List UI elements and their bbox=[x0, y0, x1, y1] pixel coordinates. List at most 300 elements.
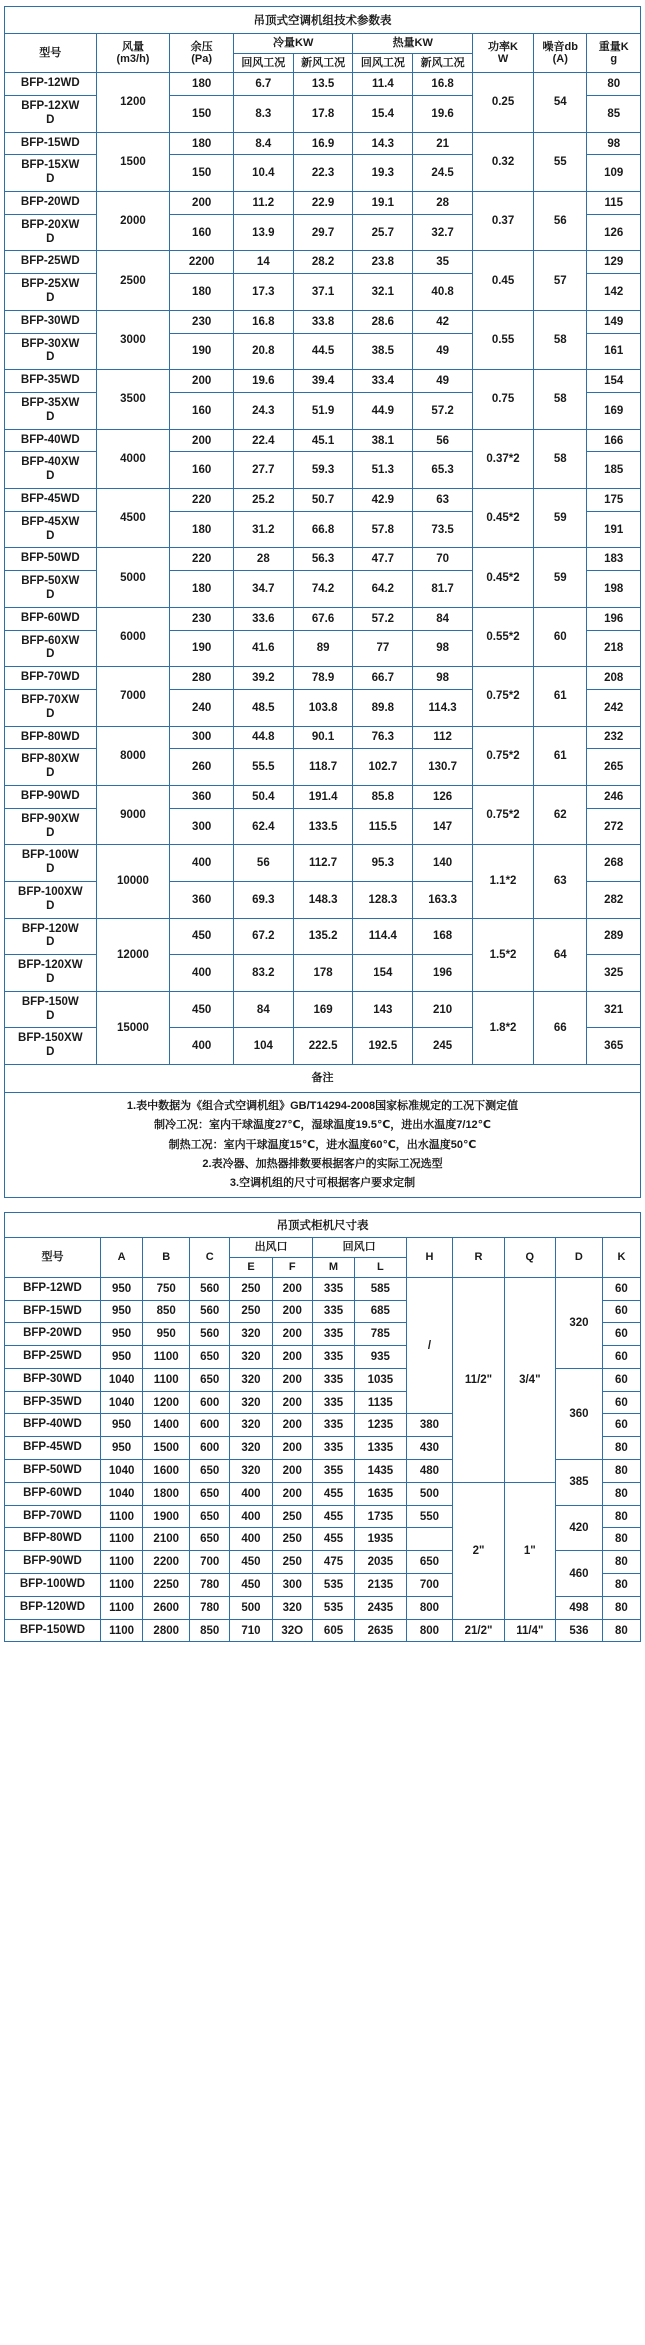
cell-m: 335 bbox=[312, 1414, 354, 1437]
cell-pressure: 450 bbox=[170, 918, 234, 955]
cell-f: 200 bbox=[272, 1414, 312, 1437]
cell-cooling-return: 8.4 bbox=[233, 132, 293, 155]
cell-power: 0.55 bbox=[473, 310, 534, 369]
cell-cooling-fresh: 16.9 bbox=[293, 132, 353, 155]
cell-cooling-fresh: 74.2 bbox=[293, 571, 353, 608]
cell-model: BFP-100XW D bbox=[5, 881, 97, 918]
cell-heating-return: 33.4 bbox=[353, 370, 413, 393]
cell-heating-return: 32.1 bbox=[353, 274, 413, 311]
cell-m: 455 bbox=[312, 1505, 354, 1528]
t2-header-r: R bbox=[453, 1238, 504, 1277]
cell-b: 1800 bbox=[143, 1482, 190, 1505]
cell-e: 450 bbox=[230, 1551, 272, 1574]
cell-cooling-return: 27.7 bbox=[233, 452, 293, 489]
t2-header-c: C bbox=[190, 1238, 230, 1277]
cell-k: 80 bbox=[602, 1528, 640, 1551]
cell-e: 500 bbox=[230, 1596, 272, 1619]
cell-weight: 208 bbox=[587, 667, 641, 690]
tech-parameters-table bbox=[4, 6, 641, 1198]
cell-weight: 246 bbox=[587, 785, 641, 808]
cell-cooling-return: 31.2 bbox=[233, 511, 293, 548]
cell-d: 536 bbox=[555, 1619, 602, 1642]
cell-a: 1100 bbox=[100, 1574, 142, 1597]
cell-cooling-return: 84 bbox=[233, 991, 293, 1028]
cell-heating-fresh: 98 bbox=[413, 630, 473, 667]
cell-noise: 60 bbox=[534, 607, 587, 666]
cell-cooling-fresh: 178 bbox=[293, 955, 353, 992]
cell-f: 200 bbox=[272, 1346, 312, 1369]
header-cooling: 冷量KW bbox=[233, 34, 353, 54]
cell-noise: 58 bbox=[534, 429, 587, 488]
cell-k: 80 bbox=[602, 1437, 640, 1460]
t2-header-b: B bbox=[143, 1238, 190, 1277]
cell-airflow: 1500 bbox=[96, 132, 170, 191]
cell-b: 2250 bbox=[143, 1574, 190, 1597]
cell-d: 385 bbox=[555, 1460, 602, 1506]
cell-b: 1500 bbox=[143, 1437, 190, 1460]
cell-model: BFP-40XW D bbox=[5, 452, 97, 489]
table-row bbox=[5, 1482, 641, 1505]
table-row bbox=[5, 845, 641, 882]
table1-body bbox=[5, 73, 641, 1065]
cell-m: 335 bbox=[312, 1300, 354, 1323]
cell-m: 335 bbox=[312, 1346, 354, 1369]
cell-k: 80 bbox=[602, 1596, 640, 1619]
cell-heating-fresh: 98 bbox=[413, 667, 473, 690]
cell-l: 685 bbox=[355, 1300, 406, 1323]
cell-heating-return: 47.7 bbox=[353, 548, 413, 571]
cell-cooling-return: 28 bbox=[233, 548, 293, 571]
cell-a: 950 bbox=[100, 1323, 142, 1346]
cell-model: BFP-20WD bbox=[5, 192, 97, 215]
cell-model: BFP-70XW D bbox=[5, 689, 97, 726]
cell-a: 950 bbox=[100, 1277, 142, 1300]
cell-heating-fresh: 210 bbox=[413, 991, 473, 1028]
cell-model: BFP-25WD bbox=[5, 1346, 101, 1369]
cell-f: 200 bbox=[272, 1460, 312, 1483]
cell-d: 420 bbox=[555, 1505, 602, 1551]
cell-weight: 365 bbox=[587, 1028, 641, 1065]
cell-weight: 289 bbox=[587, 918, 641, 955]
cell-noise: 61 bbox=[534, 726, 587, 785]
cell-heating-return: 11.4 bbox=[353, 73, 413, 96]
header-heating-return-label: 回风工况 bbox=[360, 56, 405, 69]
cell-heating-fresh: 70 bbox=[413, 548, 473, 571]
cell-heating-fresh: 73.5 bbox=[413, 511, 473, 548]
cell-pressure: 190 bbox=[170, 333, 234, 370]
cell-k: 60 bbox=[602, 1300, 640, 1323]
cell-model: BFP-60WD bbox=[5, 607, 97, 630]
header-heating-fresh-label: 新风工况 bbox=[420, 56, 465, 69]
table2-body bbox=[5, 1277, 641, 1642]
cell-a: 1100 bbox=[100, 1528, 142, 1551]
header-power-line2: W bbox=[497, 53, 509, 66]
cell-model: BFP-40WD bbox=[5, 429, 97, 452]
cell-f: 200 bbox=[272, 1482, 312, 1505]
cell-f: 300 bbox=[272, 1574, 312, 1597]
cell-model: BFP-80WD bbox=[5, 1528, 101, 1551]
cell-heating-fresh: 16.8 bbox=[413, 73, 473, 96]
cell-pressure: 450 bbox=[170, 991, 234, 1028]
t2-header-f: F bbox=[272, 1258, 312, 1278]
table-row bbox=[5, 991, 641, 1028]
cell-pressure: 230 bbox=[170, 607, 234, 630]
cell-c: 780 bbox=[190, 1596, 230, 1619]
table-row bbox=[5, 310, 641, 333]
cell-model: BFP-60XW D bbox=[5, 630, 97, 667]
cell-cooling-fresh: 169 bbox=[293, 991, 353, 1028]
cell-heating-fresh: 19.6 bbox=[413, 96, 473, 133]
cell-model: BFP-25WD bbox=[5, 251, 97, 274]
cell-power: 0.37*2 bbox=[473, 429, 534, 488]
cell-cooling-return: 13.9 bbox=[233, 214, 293, 251]
cell-airflow: 1200 bbox=[96, 73, 170, 132]
cell-power: 0.55*2 bbox=[473, 607, 534, 666]
cell-cooling-return: 50.4 bbox=[233, 785, 293, 808]
cell-cooling-return: 83.2 bbox=[233, 955, 293, 992]
cell-heating-return: 192.5 bbox=[353, 1028, 413, 1065]
cell-heating-fresh: 163.3 bbox=[413, 881, 473, 918]
cell-heating-return: 76.3 bbox=[353, 726, 413, 749]
cell-a: 950 bbox=[100, 1437, 142, 1460]
cell-model: BFP-150W D bbox=[5, 991, 97, 1028]
cell-model: BFP-90XW D bbox=[5, 808, 97, 845]
cell-cooling-fresh: 89 bbox=[293, 630, 353, 667]
cell-model: BFP-80XW D bbox=[5, 749, 97, 786]
cell-f: 250 bbox=[272, 1528, 312, 1551]
cell-model: BFP-45WD bbox=[5, 1437, 101, 1460]
cell-cooling-return: 20.8 bbox=[233, 333, 293, 370]
cell-cooling-return: 33.6 bbox=[233, 607, 293, 630]
table-row bbox=[5, 370, 641, 393]
cell-heating-fresh: 126 bbox=[413, 785, 473, 808]
cell-a: 1040 bbox=[100, 1368, 142, 1391]
cell-l: 1735 bbox=[355, 1505, 406, 1528]
cell-e: 320 bbox=[230, 1460, 272, 1483]
header-noise bbox=[534, 34, 587, 73]
cell-cooling-return: 48.5 bbox=[233, 689, 293, 726]
cell-f: 200 bbox=[272, 1368, 312, 1391]
cell-heating-fresh: 245 bbox=[413, 1028, 473, 1065]
cell-model: BFP-80WD bbox=[5, 726, 97, 749]
cell-heating-fresh: 49 bbox=[413, 333, 473, 370]
cell-pressure: 150 bbox=[170, 96, 234, 133]
t2-header-m: M bbox=[312, 1258, 354, 1278]
cell-pressure: 160 bbox=[170, 393, 234, 430]
cell-c: 600 bbox=[190, 1437, 230, 1460]
cell-pressure: 160 bbox=[170, 452, 234, 489]
cell-q: 3/4" bbox=[504, 1277, 555, 1482]
cell-cooling-fresh: 118.7 bbox=[293, 749, 353, 786]
cell-weight: 242 bbox=[587, 689, 641, 726]
cell-model: BFP-30XW D bbox=[5, 333, 97, 370]
cell-noise: 56 bbox=[534, 192, 587, 251]
cell-pressure: 180 bbox=[170, 511, 234, 548]
cell-cooling-fresh: 39.4 bbox=[293, 370, 353, 393]
cell-heating-return: 85.8 bbox=[353, 785, 413, 808]
cell-h: 480 bbox=[406, 1460, 453, 1483]
cell-airflow: 2000 bbox=[96, 192, 170, 251]
cell-weight: 115 bbox=[587, 192, 641, 215]
cell-cooling-fresh: 29.7 bbox=[293, 214, 353, 251]
cell-l: 785 bbox=[355, 1323, 406, 1346]
cell-noise: 55 bbox=[534, 132, 587, 191]
cell-cooling-fresh: 17.8 bbox=[293, 96, 353, 133]
cell-model: BFP-50WD bbox=[5, 1460, 101, 1483]
cell-weight: 185 bbox=[587, 452, 641, 489]
cell-weight: 175 bbox=[587, 489, 641, 512]
cell-model: BFP-150WD bbox=[5, 1619, 101, 1642]
cell-d: 320 bbox=[555, 1277, 602, 1368]
cell-pressure: 200 bbox=[170, 370, 234, 393]
header-weight bbox=[587, 34, 641, 73]
cell-pressure: 400 bbox=[170, 955, 234, 992]
header-power bbox=[473, 34, 534, 73]
cell-heating-return: 19.1 bbox=[353, 192, 413, 215]
cell-b: 950 bbox=[143, 1323, 190, 1346]
cell-r: 11/2" bbox=[453, 1277, 504, 1482]
cell-power: 0.75*2 bbox=[473, 785, 534, 844]
cell-m: 605 bbox=[312, 1619, 354, 1642]
cell-f: 250 bbox=[272, 1505, 312, 1528]
table1-notes bbox=[5, 1064, 641, 1198]
cell-cooling-fresh: 67.6 bbox=[293, 607, 353, 630]
cell-f: 200 bbox=[272, 1277, 312, 1300]
cell-pressure: 180 bbox=[170, 571, 234, 608]
cell-pressure: 280 bbox=[170, 667, 234, 690]
cell-weight: 218 bbox=[587, 630, 641, 667]
cell-airflow: 9000 bbox=[96, 785, 170, 844]
cell-model: BFP-50XW D bbox=[5, 571, 97, 608]
cell-c: 650 bbox=[190, 1505, 230, 1528]
cell-model: BFP-70WD bbox=[5, 1505, 101, 1528]
cell-noise: 64 bbox=[534, 918, 587, 991]
cell-e: 400 bbox=[230, 1505, 272, 1528]
cell-power: 1.1*2 bbox=[473, 845, 534, 918]
cell-weight: 169 bbox=[587, 393, 641, 430]
cell-m: 535 bbox=[312, 1574, 354, 1597]
cell-cooling-fresh: 51.9 bbox=[293, 393, 353, 430]
cell-airflow: 10000 bbox=[96, 845, 170, 918]
cell-heating-return: 154 bbox=[353, 955, 413, 992]
cell-model: BFP-40WD bbox=[5, 1414, 101, 1437]
cell-heating-fresh: 140 bbox=[413, 845, 473, 882]
cell-model: BFP-90WD bbox=[5, 1551, 101, 1574]
t2-header-l: L bbox=[355, 1258, 406, 1278]
cell-l: 1335 bbox=[355, 1437, 406, 1460]
cell-model: BFP-70WD bbox=[5, 667, 97, 690]
cell-cooling-return: 39.2 bbox=[233, 667, 293, 690]
header-pressure-line1: 余压 bbox=[190, 40, 213, 53]
cell-power: 0.75 bbox=[473, 370, 534, 429]
table-row bbox=[5, 918, 641, 955]
cell-weight: 85 bbox=[587, 96, 641, 133]
cell-m: 335 bbox=[312, 1323, 354, 1346]
cell-e: 400 bbox=[230, 1482, 272, 1505]
cell-r: 21/2" bbox=[453, 1619, 504, 1642]
cell-pressure: 300 bbox=[170, 808, 234, 845]
cell-l: 2135 bbox=[355, 1574, 406, 1597]
cell-noise: 57 bbox=[534, 251, 587, 310]
cell-cooling-fresh: 28.2 bbox=[293, 251, 353, 274]
cell-model: BFP-45XW D bbox=[5, 511, 97, 548]
cell-a: 950 bbox=[100, 1414, 142, 1437]
cell-l: 1035 bbox=[355, 1368, 406, 1391]
cell-e: 710 bbox=[230, 1619, 272, 1642]
cell-h: / bbox=[406, 1277, 453, 1414]
cell-weight: 154 bbox=[587, 370, 641, 393]
cell-cooling-fresh: 222.5 bbox=[293, 1028, 353, 1065]
cell-weight: 232 bbox=[587, 726, 641, 749]
cell-a: 1040 bbox=[100, 1482, 142, 1505]
header-airflow-line1: 风量 bbox=[121, 40, 144, 53]
cell-f: 200 bbox=[272, 1300, 312, 1323]
header-heating-fresh bbox=[413, 53, 473, 73]
cell-model: BFP-150XW D bbox=[5, 1028, 97, 1065]
cell-heating-fresh: 24.5 bbox=[413, 155, 473, 192]
cell-f: 320 bbox=[272, 1596, 312, 1619]
cell-model: BFP-15WD bbox=[5, 132, 97, 155]
cell-weight: 196 bbox=[587, 607, 641, 630]
cell-heating-return: 115.5 bbox=[353, 808, 413, 845]
cell-weight: 265 bbox=[587, 749, 641, 786]
cell-model: BFP-100WD bbox=[5, 1574, 101, 1597]
note-line-2: 制冷工况：室内干球温度27℃，湿球温度19.5℃，进出水温度7/12℃ bbox=[153, 1119, 491, 1132]
cell-model: BFP-60WD bbox=[5, 1482, 101, 1505]
cell-k: 80 bbox=[602, 1482, 640, 1505]
header-airflow-line2: (m3/h) bbox=[116, 53, 150, 66]
cell-airflow: 12000 bbox=[96, 918, 170, 991]
cell-d: 460 bbox=[555, 1551, 602, 1597]
cell-heating-return: 77 bbox=[353, 630, 413, 667]
cell-q: 1" bbox=[504, 1482, 555, 1619]
cell-m: 535 bbox=[312, 1596, 354, 1619]
cell-c: 780 bbox=[190, 1574, 230, 1597]
cell-k: 60 bbox=[602, 1368, 640, 1391]
cell-model: BFP-120WD bbox=[5, 1596, 101, 1619]
cell-power: 0.25 bbox=[473, 73, 534, 132]
t2-header-q: Q bbox=[504, 1238, 555, 1277]
cell-heating-return: 42.9 bbox=[353, 489, 413, 512]
table-row bbox=[5, 785, 641, 808]
cell-a: 950 bbox=[100, 1300, 142, 1323]
cell-heating-fresh: 42 bbox=[413, 310, 473, 333]
cell-cooling-fresh: 22.9 bbox=[293, 192, 353, 215]
cell-pressure: 220 bbox=[170, 489, 234, 512]
table-row bbox=[5, 489, 641, 512]
cell-b: 2600 bbox=[143, 1596, 190, 1619]
cell-power: 1.8*2 bbox=[473, 991, 534, 1064]
header-heating: 热量KW bbox=[353, 34, 473, 54]
cell-pressure: 160 bbox=[170, 214, 234, 251]
cell-heating-return: 15.4 bbox=[353, 96, 413, 133]
cell-b: 750 bbox=[143, 1277, 190, 1300]
table-row bbox=[5, 607, 641, 630]
cell-heating-return: 128.3 bbox=[353, 881, 413, 918]
cell-power: 0.37 bbox=[473, 192, 534, 251]
cell-c: 560 bbox=[190, 1323, 230, 1346]
cell-e: 320 bbox=[230, 1437, 272, 1460]
cell-heating-fresh: 63 bbox=[413, 489, 473, 512]
cell-c: 600 bbox=[190, 1414, 230, 1437]
cell-heating-fresh: 147 bbox=[413, 808, 473, 845]
cell-weight: 80 bbox=[587, 73, 641, 96]
cell-power: 0.45*2 bbox=[473, 489, 534, 548]
cell-model: BFP-50WD bbox=[5, 548, 97, 571]
cell-b: 850 bbox=[143, 1300, 190, 1323]
cell-a: 1100 bbox=[100, 1551, 142, 1574]
cell-h bbox=[406, 1528, 453, 1551]
cell-weight: 149 bbox=[587, 310, 641, 333]
table-row bbox=[5, 1619, 641, 1642]
cell-power: 0.75*2 bbox=[473, 667, 534, 726]
cell-k: 80 bbox=[602, 1460, 640, 1483]
header-pressure-line2: (Pa) bbox=[191, 53, 213, 66]
cell-c: 850 bbox=[190, 1619, 230, 1642]
cell-m: 335 bbox=[312, 1437, 354, 1460]
cell-cooling-return: 19.6 bbox=[233, 370, 293, 393]
header-weight-line1: 重量K bbox=[598, 40, 629, 53]
cell-heating-fresh: 112 bbox=[413, 726, 473, 749]
t2-header-k: K bbox=[602, 1238, 640, 1277]
cell-heating-return: 95.3 bbox=[353, 845, 413, 882]
cell-pressure: 180 bbox=[170, 132, 234, 155]
cell-e: 320 bbox=[230, 1391, 272, 1414]
cell-heating-fresh: 130.7 bbox=[413, 749, 473, 786]
cell-l: 1135 bbox=[355, 1391, 406, 1414]
cell-noise: 59 bbox=[534, 548, 587, 607]
cell-b: 1100 bbox=[143, 1368, 190, 1391]
cell-b: 2100 bbox=[143, 1528, 190, 1551]
cell-noise: 61 bbox=[534, 667, 587, 726]
cell-c: 700 bbox=[190, 1551, 230, 1574]
header-cooling-return bbox=[233, 53, 293, 73]
cell-weight: 98 bbox=[587, 132, 641, 155]
cell-pressure: 180 bbox=[170, 274, 234, 311]
cell-noise: 66 bbox=[534, 991, 587, 1064]
cell-weight: 142 bbox=[587, 274, 641, 311]
cell-d: 498 bbox=[555, 1596, 602, 1619]
cell-weight: 126 bbox=[587, 214, 641, 251]
cell-pressure: 180 bbox=[170, 73, 234, 96]
cell-c: 560 bbox=[190, 1277, 230, 1300]
t2-header-model: 型号 bbox=[5, 1238, 101, 1277]
cell-b: 1100 bbox=[143, 1346, 190, 1369]
cell-airflow: 3500 bbox=[96, 370, 170, 429]
table2-header-row-1 bbox=[5, 1238, 641, 1258]
cell-heating-fresh: 32.7 bbox=[413, 214, 473, 251]
cell-weight: 321 bbox=[587, 991, 641, 1028]
table1-header-row-1 bbox=[5, 34, 641, 54]
header-cooling-return-label: 回风工况 bbox=[241, 56, 286, 69]
cell-l: 2435 bbox=[355, 1596, 406, 1619]
cell-weight: 325 bbox=[587, 955, 641, 992]
cell-pressure: 240 bbox=[170, 689, 234, 726]
cell-cooling-fresh: 103.8 bbox=[293, 689, 353, 726]
cell-f: 32O bbox=[272, 1619, 312, 1642]
cell-weight: 272 bbox=[587, 808, 641, 845]
header-power-line1: 功率K bbox=[488, 40, 518, 53]
cell-h: 430 bbox=[406, 1437, 453, 1460]
cell-cooling-return: 24.3 bbox=[233, 393, 293, 430]
cell-pressure: 200 bbox=[170, 192, 234, 215]
cell-a: 1040 bbox=[100, 1460, 142, 1483]
cell-cooling-fresh: 56.3 bbox=[293, 548, 353, 571]
cell-f: 200 bbox=[272, 1323, 312, 1346]
cell-b: 1600 bbox=[143, 1460, 190, 1483]
header-model: 型号 bbox=[5, 34, 97, 73]
cell-weight: 282 bbox=[587, 881, 641, 918]
